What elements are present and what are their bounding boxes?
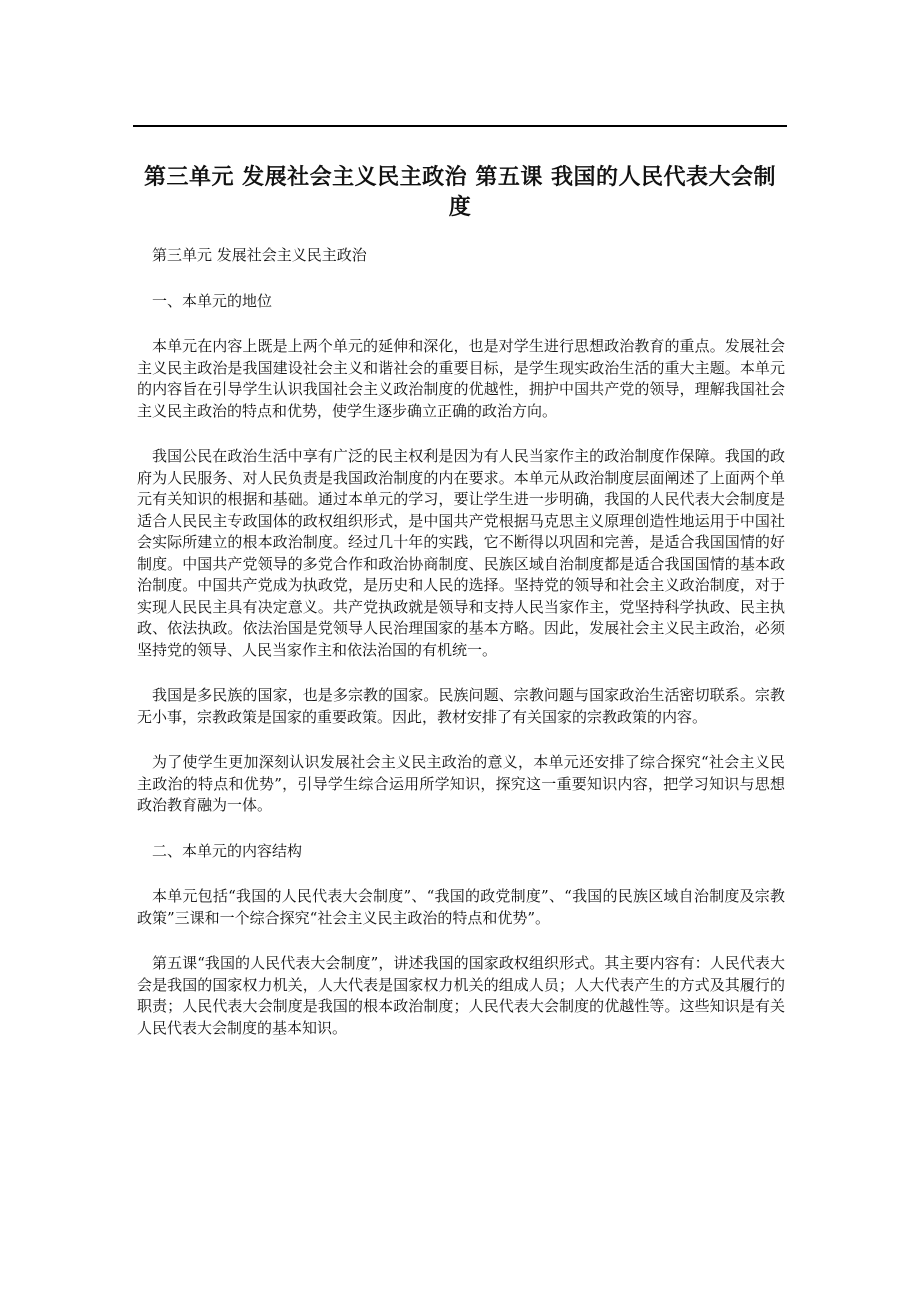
section-heading-position: 一、本单元的地位 <box>152 291 273 310</box>
paragraph: 我国是多民族的国家，也是多宗教的国家。民族问题、宗教问题与国家政治生活密切联系。宗教无小事，宗教政策是国家的重要政策。因此，教材安排了有关国家的宗教政策的内容。 <box>137 686 785 726</box>
paragraph: 本单元包括“我国的人民代表大会制度”、“我国的政党制度”、“我国的民族区域自治制度及宗教政策”三课和一个综合探究“社会主义民主政治的特点和优势”。 <box>137 887 785 927</box>
unit-heading: 第三单元 发展社会主义民主政治 <box>152 246 367 264</box>
section-heading-structure: 二、本单元的内容结构 <box>152 841 303 860</box>
paragraph: 为了使学生更加深刻认识发展社会主义民主政治的意义，本单元还安排了综合探究“社会主义民主政治的特点和优势”，引导学生综合运用所学知识，探究这一重要知识内容，把学习知识与思想政治教育融为一体。 <box>137 753 785 814</box>
paragraph: 我国公民在政治生活中享有广泛的民主权利是因为有人民当家作主的政治制度作保障。我国的政府为人民服务、对人民负责是我国政治制度的内在要求。本单元从政治制度层面阐述了上面两个单元有关知识的根据和基础。通过本单元的学习，要让学生进一步明确，我国的人民代表大会制度是适合人民民主专政国体的政权组织形式，是中国共产党根据马克思主义原理创造性地运用于中国社会实际所建立的根本政治制度。经过几十年的实践，它不断得以巩固和完善，是适合我国国情的好制度。中国共产党领导的多党合作和政治协商制度、民族区域自治制度都是适合我国国情的基本政治制度。中国共产党成为执政党，是历史和人民的选择。坚持党的领导和社会主义政治制度，对于实现人民民主具有决定意义。共产党执政就是领导和支持人民当家作主，党坚持科学执政、民主执政、依法执政。依法治国是党领导人民治理国家的基本方略。因此，发展社会主义民主政治，必须坚持党的领导、人民当家作主和依法治国的有机统一。 <box>137 447 785 659</box>
paragraph: 第五课“我国的人民代表大会制度”，讲述我国的国家政权组织形式。其主要内容有：人民代表大会是我国的国家权力机关，人大代表是国家权力机关的组成人员；人大代表产生的方式及其履行的职责；人民代表大会制度是我国的根本政治制度；人民代表大会制度的优越性等。这些知识是有关人民代表大会制度的基本知识。 <box>137 954 785 1037</box>
paragraph: 本单元在内容上既是上两个单元的延伸和深化，也是对学生进行思想政治教育的重点。发展社会主义民主政治是我国建设社会主义和谐社会的重要目标，是学生现实政治生活的重大主题。本单元的内容旨在引导学生认识我国社会主义政治制度的优越性，拥护中国共产党的领导，理解我国社会主义民主政治的特点和优势，使学生逐步确立正确的政治方向。 <box>137 337 785 420</box>
document-body <box>137 245 785 1063</box>
header-rule <box>133 125 787 127</box>
document-title: 第三单元 发展社会主义民主政治 第五课 我国的人民代表大会制度 <box>144 164 776 220</box>
